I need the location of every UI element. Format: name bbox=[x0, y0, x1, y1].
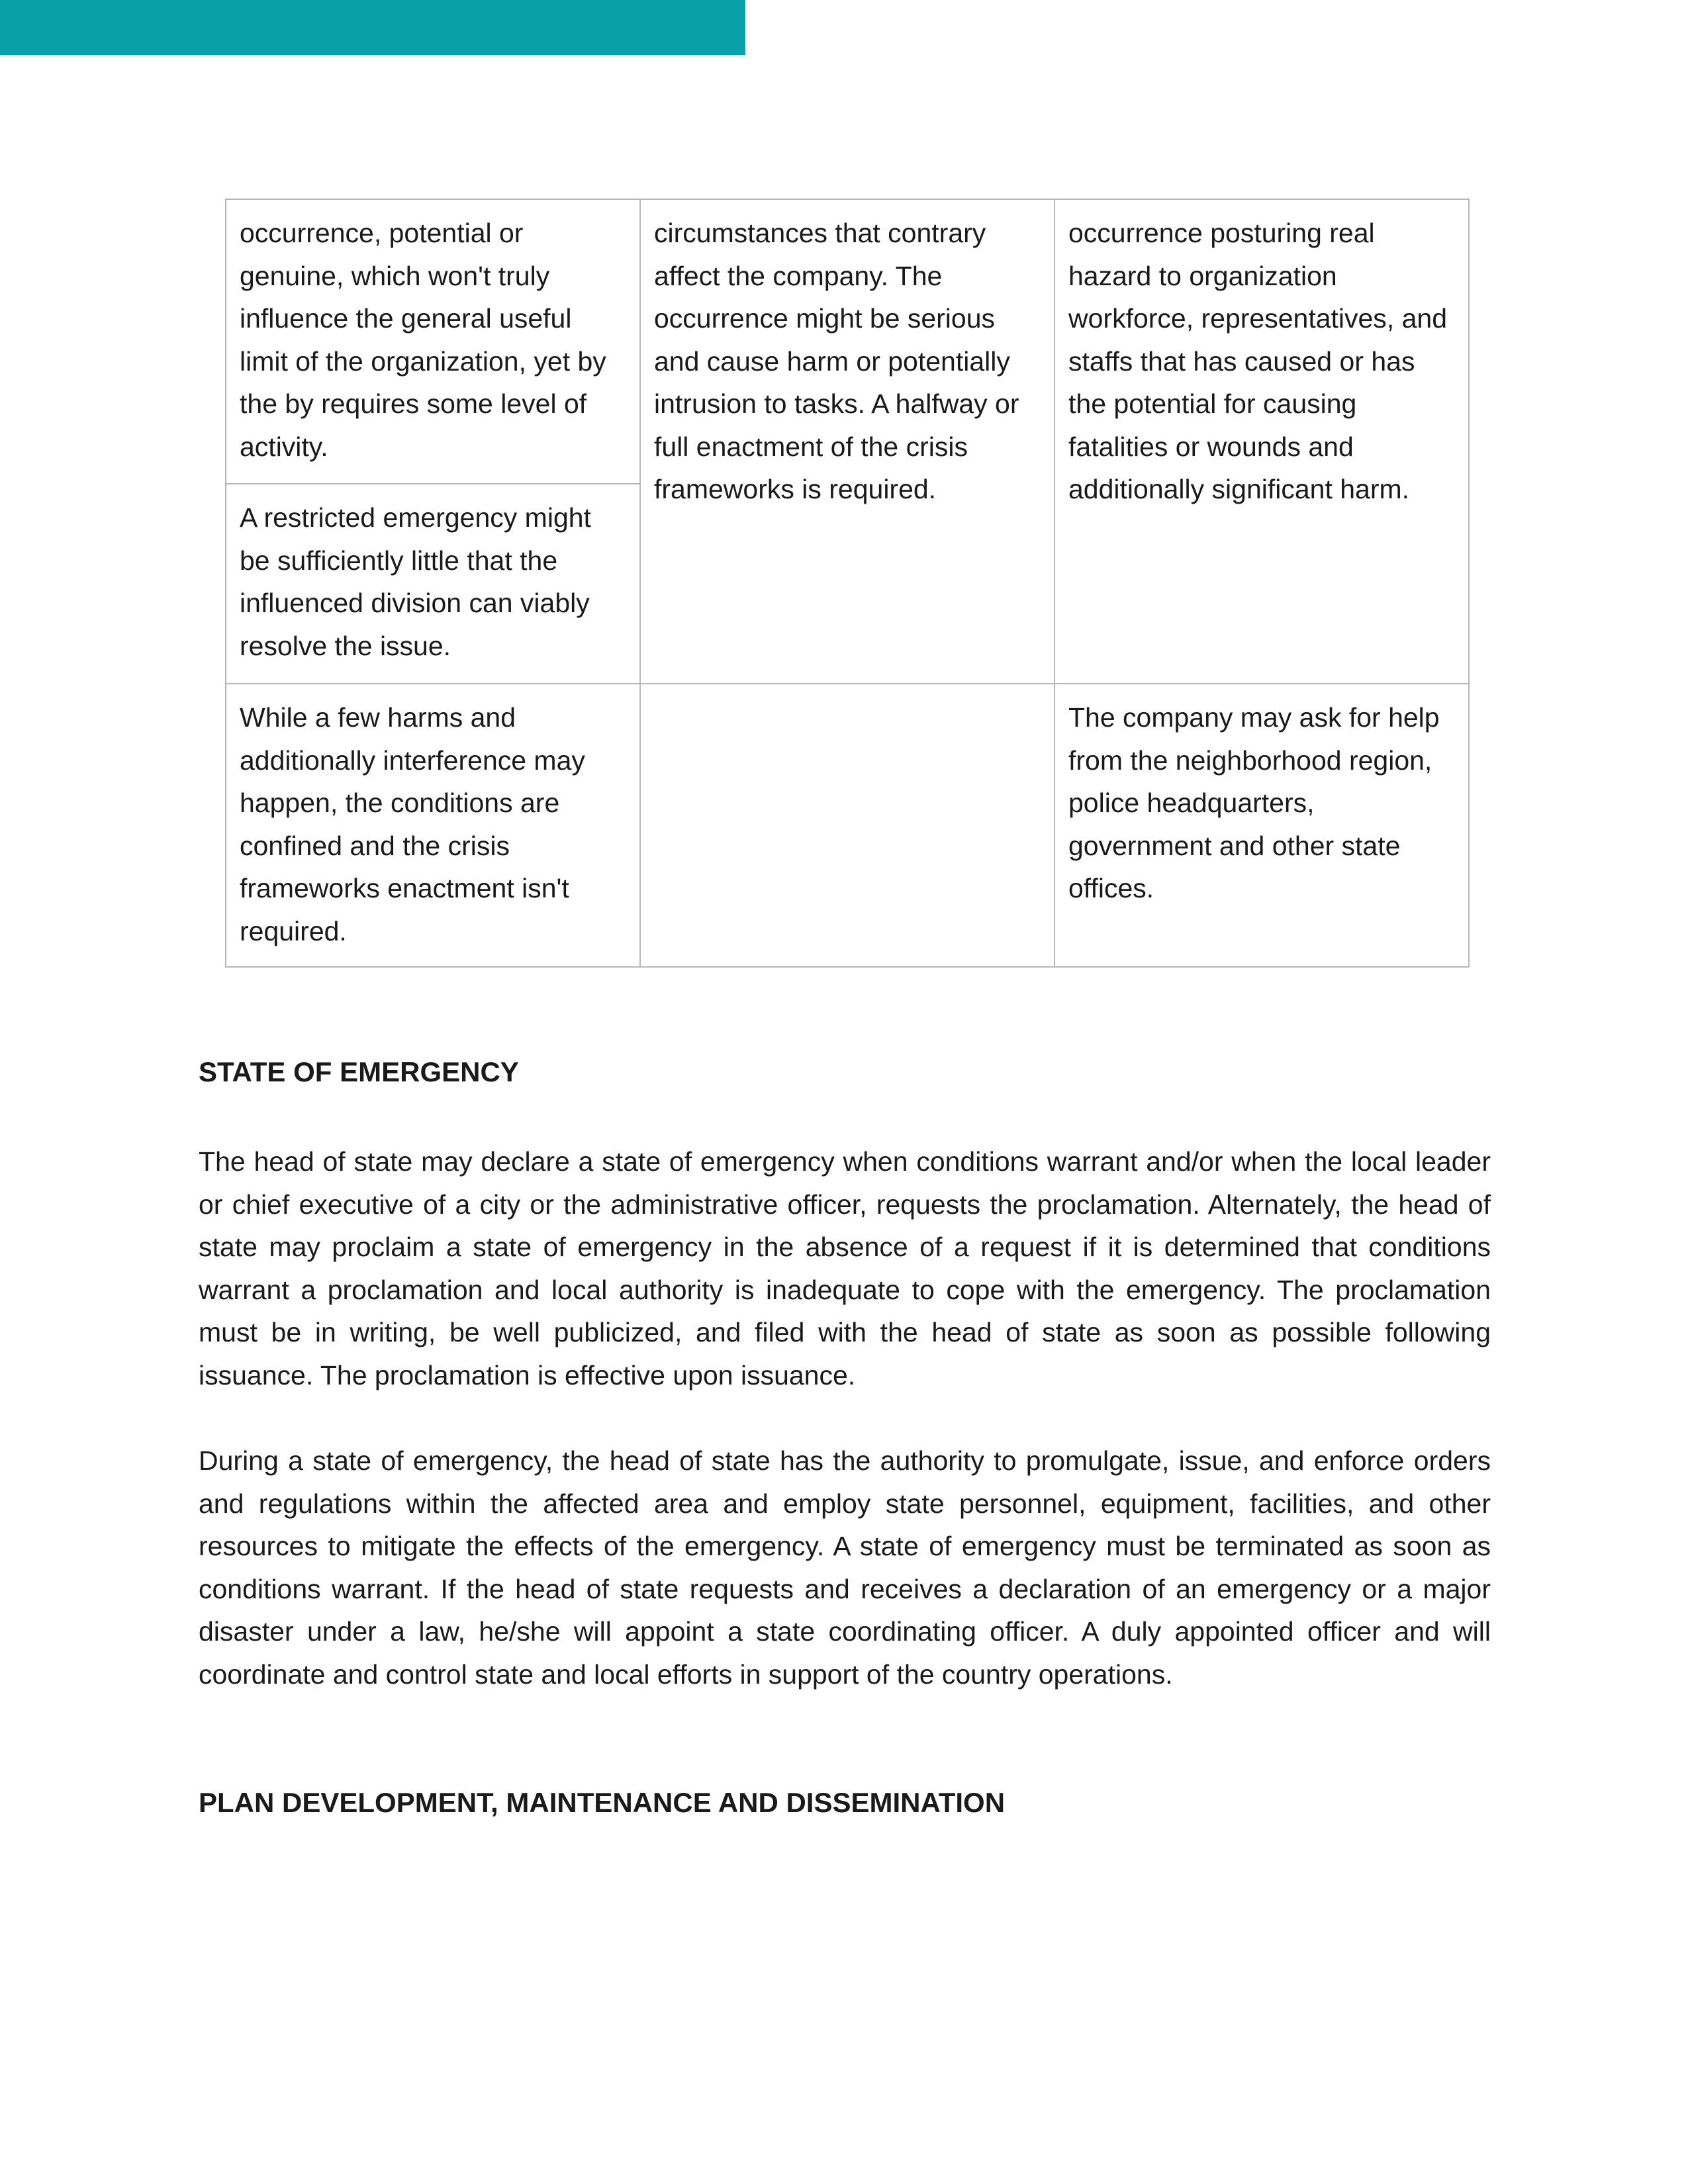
header-accent-bar bbox=[0, 0, 745, 55]
table-cell-col2-top: circumstances that contrary affect the company. The occurrence might be serious and cause harm or potentially intrusion to tasks. A halfway or full enactment of the crisis frameworks is required. bbox=[640, 199, 1055, 684]
emergency-levels-table bbox=[225, 199, 1470, 968]
paragraph-state-of-emergency-1: The head of state may declare a state of emergency when conditions warrant and/or when the local leader or chief executive of a city or the administrative officer, requests the proclamation. Alternately, the head of state may proclaim a state of emergency in the absence of a request if it is determined that conditions warrant a proclamation and local authority is inadequate to cope with the emergency. The proclamation must be in writing, be well publicized, and filed with the head of state as soon as possible following issuance. The proclamation is effective upon issuance. bbox=[199, 1146, 1491, 1390]
table-cell-col2-bottom bbox=[640, 684, 1055, 967]
table-cell-col1-row3: While a few harms and additionally interference may happen, the conditions are confined and the crisis frameworks enactment isn't required. bbox=[226, 684, 640, 967]
paragraph-state-of-emergency-2: During a state of emergency, the head of state has the authority to promulgate, issue, and enforce orders and regulations within the affected area and employ state personnel, equipment, facilities, and other resources to mitigate the effects of the emergency. A state of emergency must be terminated as soon as conditions warrant. If the head of state requests and receives a declaration of an emergency or a major disaster under a law, he/she will appoint a state coordinating officer. A duly appointed officer and will coordinate and control state and local efforts in support of the country operations. bbox=[199, 1445, 1491, 1690]
table-cell-col3-top: occurrence posturing real hazard to organization workforce, representatives, and staffs that has caused or has the potential for causing fatalities or wounds and additionally significant harm. bbox=[1055, 199, 1469, 684]
section-heading-state-of-emergency: STATE OF EMERGENCY bbox=[199, 1056, 519, 1087]
table-cell-col1-row2: A restricted emergency might be sufficiently little that the influenced division can viably resolve the issue. bbox=[226, 484, 640, 684]
table-cell-col3-bottom: The company may ask for help from the neighborhood region, police headquarters, government and other state offices. bbox=[1055, 684, 1469, 967]
section-heading-plan-development: PLAN DEVELOPMENT, MAINTENANCE AND DISSEMINATION bbox=[199, 1787, 1006, 1818]
table-cell-col1-row1: occurrence, potential or genuine, which won't truly influence the general useful limit of the organization, yet by the by requires some level of activity. bbox=[226, 199, 640, 484]
